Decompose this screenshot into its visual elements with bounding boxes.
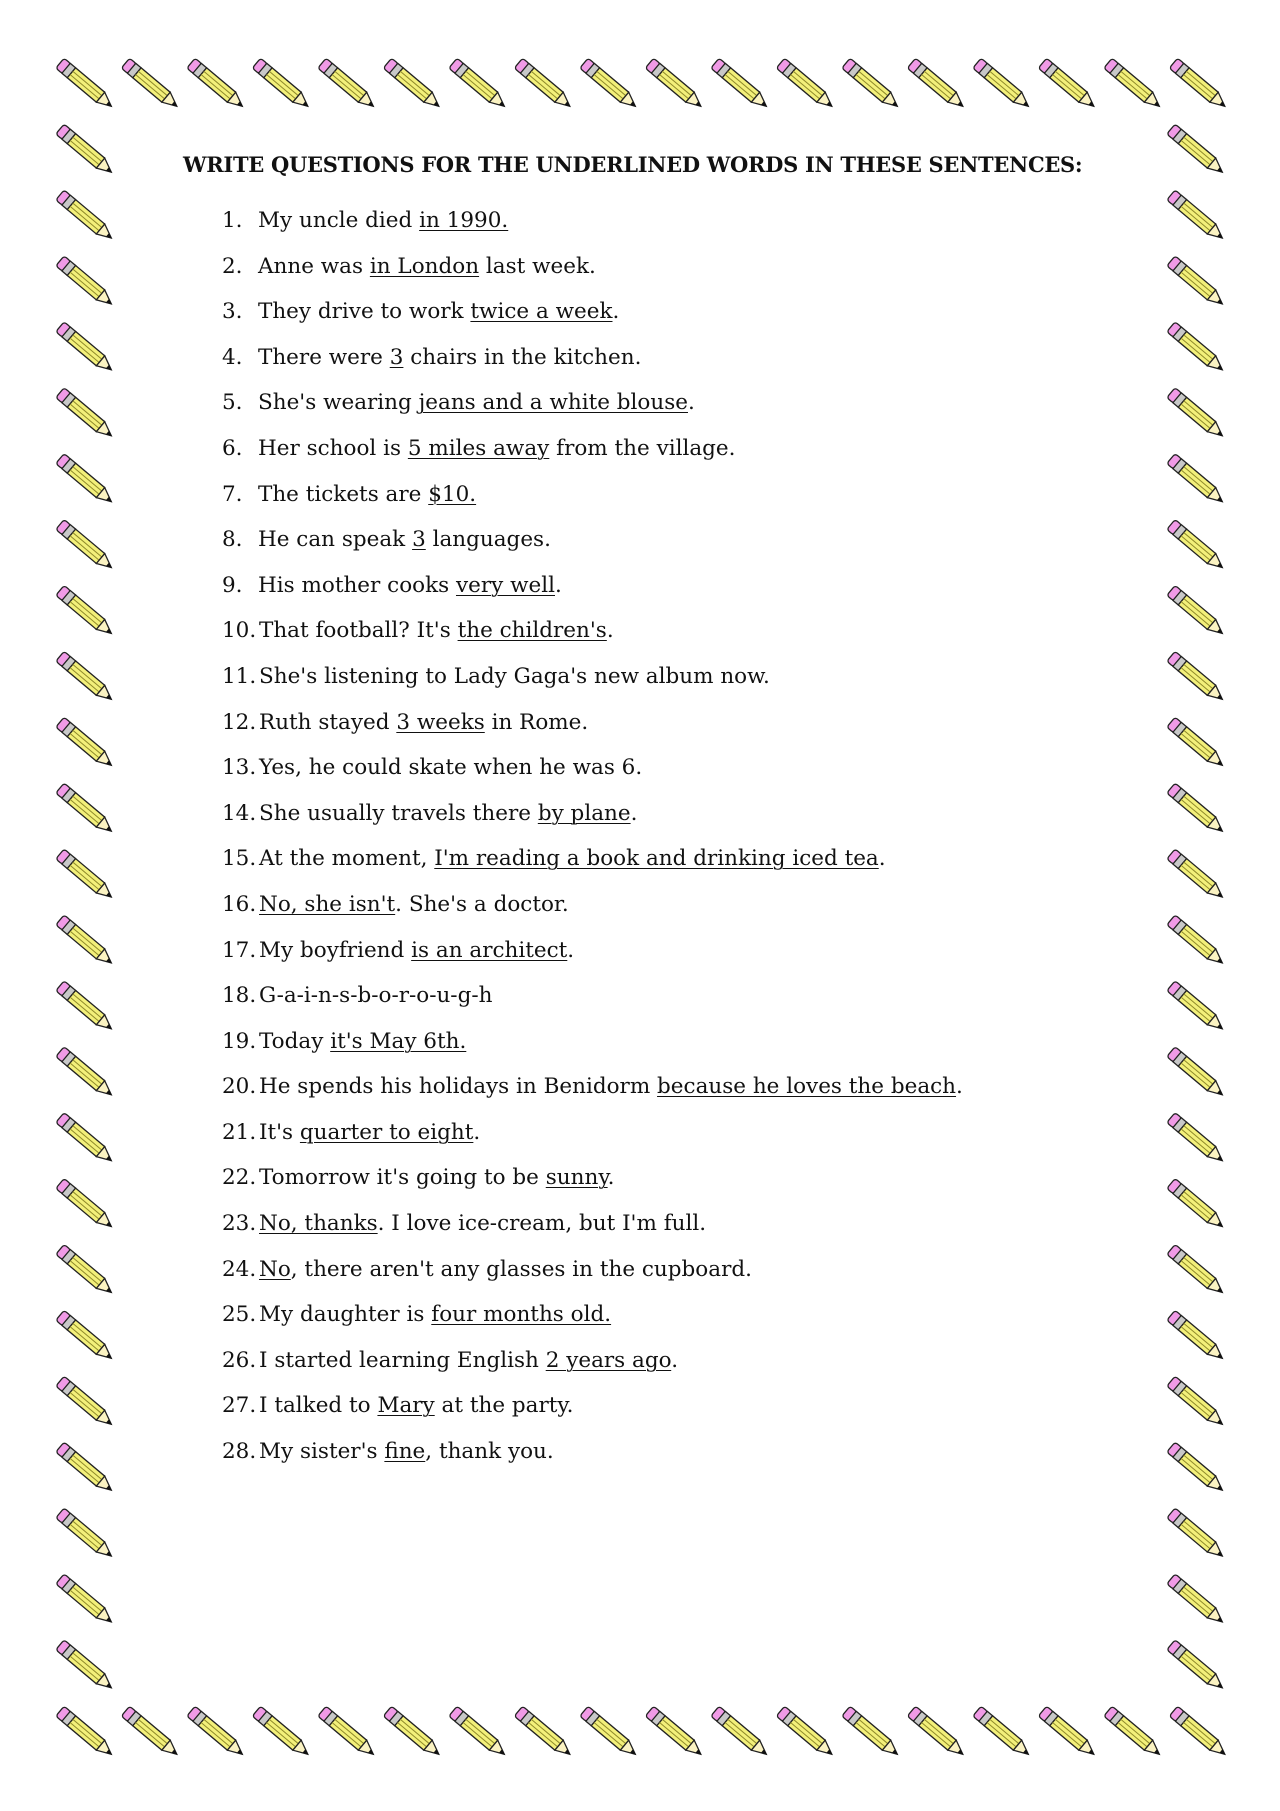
question-number: 26. [222, 1347, 257, 1373]
sentence-fragment: , there aren't any glasses in the cupboard. [290, 1256, 752, 1282]
question-text [259, 980, 492, 1026]
underlined-words: in London [369, 253, 480, 279]
underlined-words: 2 years ago [545, 1347, 672, 1373]
question-item [222, 342, 963, 388]
sentence-fragment: . She's a doctor. [395, 891, 569, 917]
question-number: 1. [222, 208, 243, 233]
question-text [259, 1208, 706, 1254]
sentence-fragment: last week. [479, 253, 596, 279]
sentence-fragment: . [567, 937, 575, 963]
question-text [259, 1299, 611, 1345]
sentence-fragment: Her school is [258, 435, 408, 461]
question-item [222, 570, 963, 616]
sentence-fragment: I started learning English [259, 1347, 546, 1373]
question-number: 8. [222, 527, 243, 553]
sentence-fragment: He can speak [258, 527, 413, 553]
sentence-fragment: . [878, 846, 886, 872]
underlined-words: No, she isn't [259, 891, 396, 917]
question-item [222, 524, 963, 570]
sentence-fragment: at the party. [434, 1393, 574, 1419]
question-text [259, 843, 886, 889]
question-item [222, 980, 963, 1026]
underlined-words: quarter to eight [299, 1119, 474, 1145]
sentence-fragment: chairs in the kitchen. [403, 344, 642, 370]
sentence-fragment: She's wearing [258, 390, 419, 416]
question-text [259, 1436, 554, 1482]
question-number: 28. [222, 1439, 257, 1465]
question-number: 13. [222, 755, 257, 781]
question-item [222, 935, 963, 981]
question-item [222, 1436, 963, 1482]
question-item [222, 615, 963, 661]
question-number: 23. [222, 1211, 257, 1237]
question-text [258, 251, 596, 297]
underlined-words: four months old. [431, 1302, 612, 1328]
question-item [222, 296, 963, 342]
underlined-words: I'm reading a book and drinking iced tea [434, 846, 879, 872]
underlined-words: 3 weeks [396, 709, 485, 735]
question-text [259, 661, 770, 707]
question-number: 17. [222, 937, 257, 963]
question-number: 18. [222, 983, 257, 1009]
question-text [259, 707, 588, 753]
sentence-fragment: . [956, 1074, 963, 1100]
question-text [259, 752, 642, 798]
sentence-fragment: She's listening to Lady Gaga's new album now. [259, 663, 770, 689]
question-item [222, 479, 963, 525]
sentence-fragment: , thank you. [425, 1439, 554, 1465]
question-number: 7. [222, 481, 243, 507]
sentence-fragment: My boyfriend [259, 937, 412, 963]
sentence-fragment: . [612, 299, 620, 325]
question-number: 27. [222, 1393, 257, 1419]
question-number: 15. [222, 846, 257, 872]
underlined-words: Mary [377, 1393, 435, 1419]
question-text [258, 570, 562, 616]
sentence-fragment: It's [259, 1119, 300, 1145]
question-item [222, 1345, 963, 1391]
question-item [222, 205, 963, 251]
worksheet-instruction: WRITE QUESTIONS FOR THE UNDERLINED WORDS IN THESE SENTENCES: [183, 152, 1083, 177]
question-item [222, 707, 963, 753]
question-item [222, 1390, 963, 1436]
question-item [222, 1208, 963, 1254]
question-item [222, 1117, 963, 1163]
underlined-words: No, thanks [259, 1211, 378, 1237]
question-number: 22. [222, 1165, 257, 1191]
sentence-fragment: . [687, 390, 695, 416]
question-item [222, 1026, 963, 1072]
question-text [259, 1254, 752, 1300]
question-text [259, 1026, 466, 1072]
sentence-fragment: Anne was [258, 253, 370, 279]
question-text [259, 935, 574, 981]
underlined-words: jeans and a white blouse [418, 390, 688, 416]
question-text [259, 1162, 614, 1208]
sentence-fragment: . [606, 618, 614, 644]
sentence-fragment: My daughter is [259, 1302, 432, 1328]
question-text [258, 479, 476, 525]
question-text [258, 433, 736, 479]
question-text [258, 205, 508, 251]
question-item [222, 661, 963, 707]
sentence-fragment: G-a-i-n-s-b-o-r-o-u-g-h [259, 983, 493, 1009]
sentence-fragment: languages. [425, 527, 551, 553]
question-number: 25. [222, 1302, 257, 1328]
underlined-words: 3 [412, 527, 426, 553]
question-text [259, 1390, 574, 1436]
sentence-fragment: My sister's [259, 1439, 385, 1465]
question-number: 2. [222, 253, 243, 279]
question-item [222, 798, 963, 844]
question-text [259, 615, 614, 661]
question-text [258, 387, 695, 433]
sentence-fragment: They drive to work [258, 299, 471, 325]
question-text [259, 889, 569, 935]
question-number: 6. [222, 435, 243, 461]
question-text [258, 342, 641, 388]
sentence-fragment: from the village. [549, 435, 736, 461]
underlined-words: by plane [537, 800, 631, 826]
underlined-words: 5 miles away [407, 435, 550, 461]
question-item [222, 433, 963, 479]
question-number: 19. [222, 1028, 257, 1054]
question-number: 3. [222, 299, 243, 325]
question-list [222, 205, 963, 1482]
question-number: 5. [222, 390, 243, 416]
underlined-words: in 1990. [419, 208, 509, 233]
sentence-fragment: Tomorrow it's going to be [259, 1165, 546, 1191]
question-number: 10. [222, 618, 257, 644]
sentence-fragment: I talked to [259, 1393, 378, 1419]
sentence-fragment: . [671, 1347, 679, 1373]
underlined-words: 3 [389, 344, 404, 370]
underlined-words: very well [455, 572, 555, 598]
sentence-fragment: Today [259, 1028, 331, 1054]
question-item [222, 1299, 963, 1345]
question-number: 24. [222, 1256, 257, 1282]
question-item [222, 1071, 963, 1117]
question-number: 4. [222, 344, 243, 370]
underlined-words: fine [384, 1439, 426, 1465]
sentence-fragment: . [473, 1119, 481, 1145]
sentence-fragment: . [630, 800, 638, 826]
underlined-words: $10. [428, 481, 477, 507]
question-item [222, 1254, 963, 1300]
sentence-fragment: At the moment, [259, 846, 435, 872]
question-number: 20. [222, 1074, 257, 1100]
sentence-fragment: Ruth stayed [259, 709, 397, 735]
question-item [222, 1162, 963, 1208]
sentence-fragment: His mother cooks [258, 572, 456, 598]
underlined-words: because he loves the beach [657, 1074, 957, 1100]
question-item [222, 889, 963, 935]
question-number: 16. [222, 891, 257, 917]
question-number: 12. [222, 709, 257, 735]
underlined-words: the children's [457, 618, 607, 644]
question-number: 11. [222, 663, 257, 689]
question-item [222, 387, 963, 433]
sentence-fragment: . [607, 1165, 615, 1191]
underlined-words: No [259, 1256, 291, 1282]
underlined-words: sunny [545, 1165, 608, 1191]
question-item [222, 251, 963, 297]
sentence-fragment: . [555, 572, 562, 598]
sentence-fragment: The tickets are [258, 481, 429, 507]
underlined-words: twice a week [470, 299, 613, 325]
question-text [259, 1071, 963, 1117]
question-item [222, 843, 963, 889]
underlined-words: is an architect [411, 937, 568, 963]
question-text [258, 524, 551, 570]
sentence-fragment: in Rome. [484, 709, 589, 735]
question-text [259, 798, 637, 844]
underlined-words: it's May 6th. [330, 1028, 467, 1054]
question-text [258, 296, 619, 342]
sentence-fragment: He spends his holidays in Benidorm [259, 1074, 658, 1100]
question-number: 9. [222, 572, 243, 598]
sentence-fragment: My uncle died [258, 208, 420, 233]
sentence-fragment: She usually travels there [259, 800, 538, 826]
question-item [222, 752, 963, 798]
question-text [259, 1345, 678, 1391]
sentence-fragment: . I love ice-cream, but I'm full. [377, 1211, 707, 1237]
question-number: 21. [222, 1119, 257, 1145]
sentence-fragment: That football? It's [259, 618, 458, 644]
sentence-fragment: Yes, he could skate when he was 6. [259, 755, 643, 781]
question-text [259, 1117, 480, 1163]
question-number: 14. [222, 800, 257, 826]
sentence-fragment: There were [258, 344, 390, 370]
